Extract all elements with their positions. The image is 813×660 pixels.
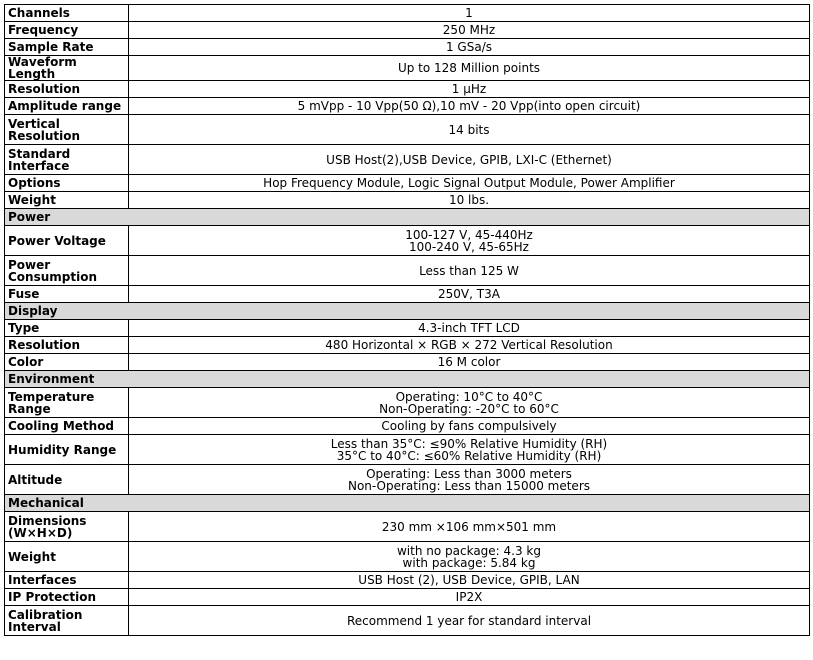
spec-value-line: Cooling by fans compulsively <box>381 419 557 433</box>
spec-label: Vertical Resolution <box>5 115 129 145</box>
spec-value <box>129 512 810 542</box>
spec-row <box>5 56 810 81</box>
spec-row <box>5 512 810 542</box>
spec-value-line: Recommend 1 year for standard interval <box>346 613 592 628</box>
spec-row <box>5 572 810 589</box>
spec-row <box>5 81 810 98</box>
spec-label: Calibration Interval <box>5 606 129 636</box>
spec-label: Frequency <box>5 22 129 39</box>
spec-label: IP Protection <box>5 589 129 606</box>
spec-label: Type <box>5 320 129 337</box>
spec-label: Sample Rate <box>5 39 129 56</box>
spec-label: Channels <box>5 5 129 22</box>
section-header <box>5 371 810 388</box>
spec-value <box>129 418 810 435</box>
spec-value-line: Less than 35°C: ≤90% Relative Humidity (RH) <box>330 436 608 451</box>
spec-value <box>129 39 810 56</box>
spec-row <box>5 354 810 371</box>
spec-label: Standard Interface <box>5 145 129 175</box>
section-title: Mechanical <box>5 495 810 512</box>
spec-label: Dimensions (W×H×D) <box>5 512 129 542</box>
spec-value-line: 35°C to 40°C: ≤60% Relative Humidity (RH) <box>336 448 602 463</box>
spec-row <box>5 256 810 286</box>
spec-row <box>5 435 810 465</box>
spec-value <box>129 98 810 115</box>
spec-value <box>129 145 810 175</box>
spec-value-line: 250 MHz <box>442 23 496 37</box>
spec-label: Cooling Method <box>5 418 129 435</box>
spec-label: Resolution <box>5 337 129 354</box>
spec-value <box>129 226 810 256</box>
spec-value-line: Hop Frequency Module, Logic Signal Output Module, Power Amplifier <box>263 176 675 190</box>
spec-value <box>129 286 810 303</box>
spec-label: Temperature Range <box>5 388 129 418</box>
spec-row <box>5 542 810 572</box>
spec-row <box>5 175 810 192</box>
spec-row <box>5 606 810 636</box>
spec-label: Weight <box>5 542 129 572</box>
spec-value-line: 230 mm ×106 mm×501 mm <box>381 519 557 534</box>
spec-row <box>5 465 810 495</box>
spec-row <box>5 22 810 39</box>
spec-row <box>5 115 810 145</box>
spec-row <box>5 192 810 209</box>
spec-label: Weight <box>5 192 129 209</box>
spec-label: Resolution <box>5 81 129 98</box>
spec-row <box>5 145 810 175</box>
spec-label: Humidity Range <box>5 435 129 465</box>
spec-value-line: 250V, T3A <box>438 287 500 301</box>
section-header <box>5 303 810 320</box>
spec-value <box>129 5 810 22</box>
section-title: Environment <box>5 371 810 388</box>
section-header <box>5 209 810 226</box>
spec-label: Waveform Length <box>5 56 129 81</box>
spec-value-line: 1 μHz <box>451 82 487 96</box>
spec-row <box>5 418 810 435</box>
spec-value-line: IP2X <box>455 590 483 604</box>
spec-value-line: 100-240 V, 45-65Hz <box>409 239 529 254</box>
spec-value-line: 1 GSa/s <box>445 40 492 54</box>
spec-value-line: Operating: 10°C to 40°C <box>395 389 543 404</box>
spec-value <box>129 56 810 81</box>
spec-label: Options <box>5 175 129 192</box>
spec-value-line: Operating: Less than 3000 meters <box>366 466 572 481</box>
spec-value-line: 100-127 V, 45-440Hz <box>405 227 533 242</box>
spec-value <box>129 572 810 589</box>
spec-row <box>5 388 810 418</box>
spec-value-line: with package: 5.84 kg <box>402 555 536 570</box>
spec-row <box>5 337 810 354</box>
spec-value <box>129 175 810 192</box>
spec-row <box>5 98 810 115</box>
spec-label: Color <box>5 354 129 371</box>
spec-value-line: Less than 125 W <box>419 263 519 278</box>
spec-value <box>129 320 810 337</box>
section-title: Power <box>5 209 810 226</box>
spec-value <box>129 81 810 98</box>
spec-value-line: 10 lbs. <box>448 193 490 207</box>
spec-value <box>129 542 810 572</box>
spec-value <box>129 337 810 354</box>
spec-row <box>5 39 810 56</box>
spec-value <box>129 192 810 209</box>
spec-value <box>129 22 810 39</box>
section-title: Display <box>5 303 810 320</box>
spec-value <box>129 256 810 286</box>
spec-value-line: Non-Operating: Less than 15000 meters <box>347 478 591 493</box>
spec-table-body <box>5 5 810 636</box>
spec-row <box>5 226 810 256</box>
spec-value <box>129 465 810 495</box>
spec-value <box>129 606 810 636</box>
spec-value-line: Up to 128 Million points <box>397 61 541 75</box>
spec-value <box>129 589 810 606</box>
spec-row <box>5 5 810 22</box>
spec-row <box>5 320 810 337</box>
spec-value-line: 480 Horizontal × RGB × 272 Vertical Resolution <box>325 338 613 352</box>
section-header <box>5 495 810 512</box>
spec-value <box>129 115 810 145</box>
spec-row <box>5 286 810 303</box>
spec-value-line: Non-Operating: -20°C to 60°C <box>379 401 559 416</box>
spec-label: Altitude <box>5 465 129 495</box>
spec-value <box>129 354 810 371</box>
spec-value-line: 16 M color <box>437 355 501 369</box>
spec-label: Power Consumption <box>5 256 129 286</box>
spec-value-line: 14 bits <box>448 122 490 137</box>
spec-label: Fuse <box>5 286 129 303</box>
spec-value-line: 1 <box>465 6 473 20</box>
spec-value-line: with no package: 4.3 kg <box>396 543 542 558</box>
spec-value <box>129 435 810 465</box>
spec-value-line: 5 mVpp - 10 Vpp(50 Ω),10 mV - 20 Vpp(into open circuit) <box>297 99 641 113</box>
spec-row <box>5 589 810 606</box>
spec-label: Amplitude range <box>5 98 129 115</box>
spec-label: Interfaces <box>5 572 129 589</box>
spec-value-line: USB Host(2),USB Device, GPIB, LXI-C (Ethernet) <box>326 152 612 167</box>
spec-value-line: USB Host (2), USB Device, GPIB, LAN <box>358 573 580 587</box>
spec-table <box>4 4 810 636</box>
spec-label: Power Voltage <box>5 226 129 256</box>
spec-value <box>129 388 810 418</box>
spec-value-line: 4.3-inch TFT LCD <box>418 321 520 335</box>
